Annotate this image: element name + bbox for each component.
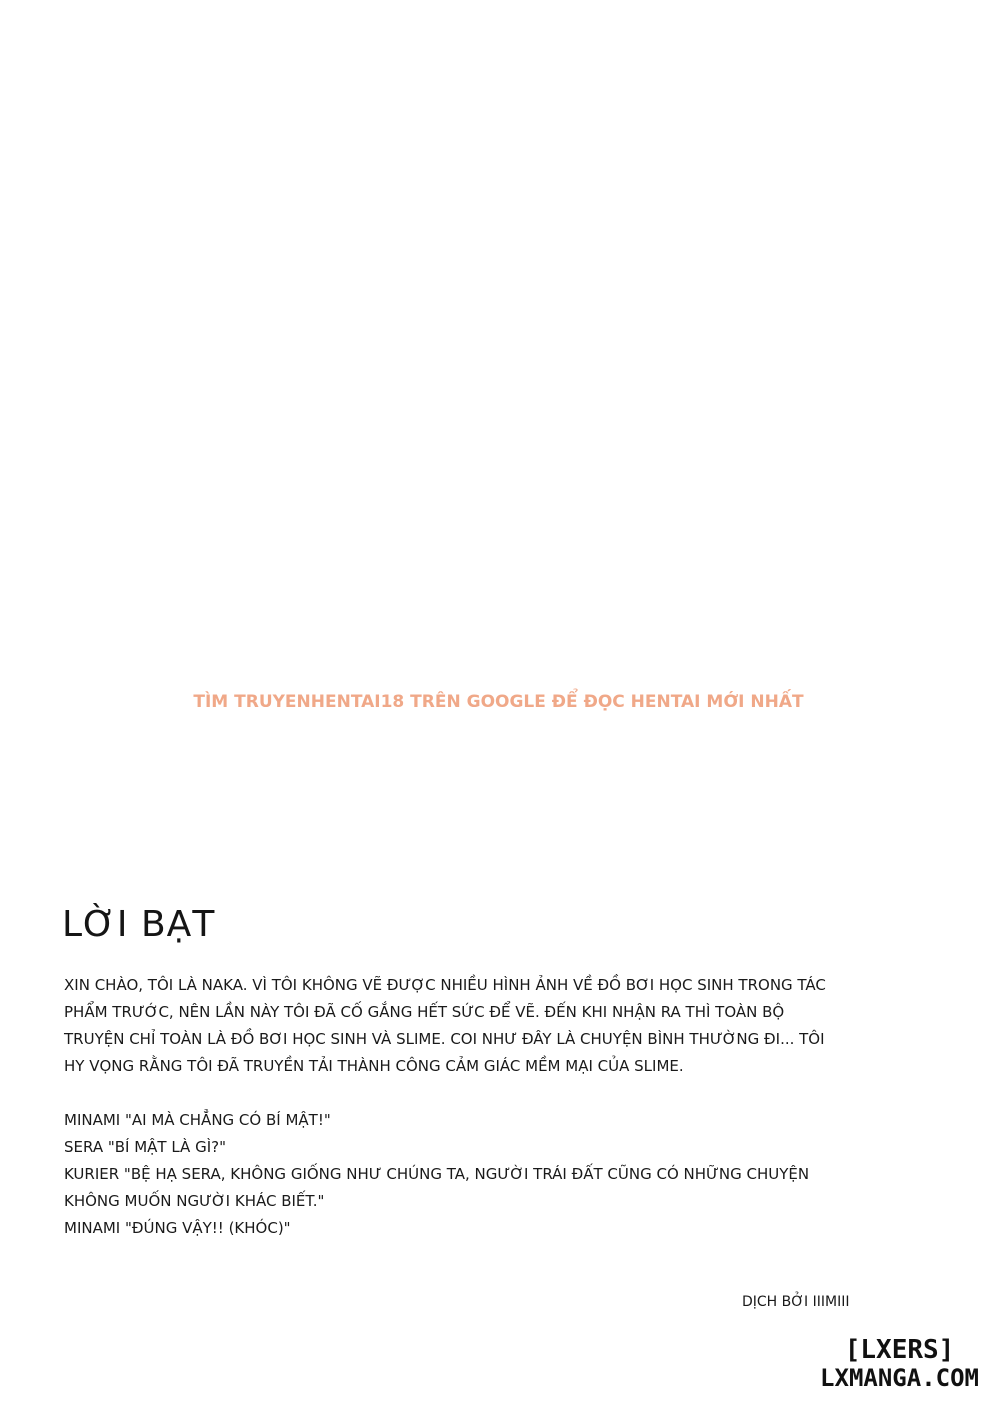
dialogue-line: MINAMI "AI MÀ CHẲNG CÓ BÍ MẬT!" (64, 1111, 331, 1129)
dialogue-block (64, 1107, 924, 1242)
dialogue-line: KURIER "BỆ HẠ SERA, KHÔNG GIỐNG NHƯ CHÚNG TA, NGƯỜI TRÁI ĐẤT CŨNG CÓ NHỮNG CHUYỆN (64, 1165, 810, 1183)
paragraph-spacer (64, 1080, 924, 1107)
page-title: LỜI BẠT (62, 904, 216, 945)
paragraph-line: XIN CHÀO, TÔI LÀ NAKA. VÌ TÔI KHÔNG VẼ ĐƯỢC NHIỀU HÌNH ẢNH VỀ ĐỒ BƠI HỌC SINH TRONG TÁC (64, 976, 826, 994)
dialogue-line: SERA "BÍ MẬT LÀ GÌ?" (64, 1138, 226, 1156)
site-logo (820, 1336, 979, 1392)
watermark-text: TÌM TRUYENHENTAI18 TRÊN GOOGLE ĐỂ ĐỌC HENTAI MỚI NHẤT (193, 692, 804, 712)
logo-line-2: LXMANGA.COM (820, 1364, 979, 1392)
paragraph-line: HY VỌNG RẰNG TÔI ĐÃ TRUYỀN TẢI THÀNH CÔNG CẢM GIÁC MỀM MẠI CỦA SLIME. (64, 1057, 684, 1075)
dialogue-line: KHÔNG MUỐN NGƯỜI KHÁC BIẾT." (64, 1192, 325, 1210)
afterword-body (64, 972, 924, 1242)
translator-credit: DỊCH BỞI IIIMIII (742, 1294, 850, 1310)
afterword-paragraph (64, 972, 924, 1080)
paragraph-line: TRUYỆN CHỈ TOÀN LÀ ĐỒ BƠI HỌC SINH VÀ SLIME. COI NHƯ ĐÂY LÀ CHUYỆN BÌNH THƯỜNG ĐI... TÔI (64, 1030, 825, 1048)
logo-line-1: [LXERS] (844, 1335, 955, 1365)
dialogue-line: MINAMI "ĐÚNG VẬY!! (KHÓC)" (64, 1219, 291, 1237)
paragraph-line: PHẨM TRƯỚC, NÊN LẦN NÀY TÔI ĐÃ CỐ GẮNG HẾT SỨC ĐỂ VẼ. ĐẾN KHI NHẬN RA THÌ TOÀN BỘ (64, 1003, 785, 1021)
